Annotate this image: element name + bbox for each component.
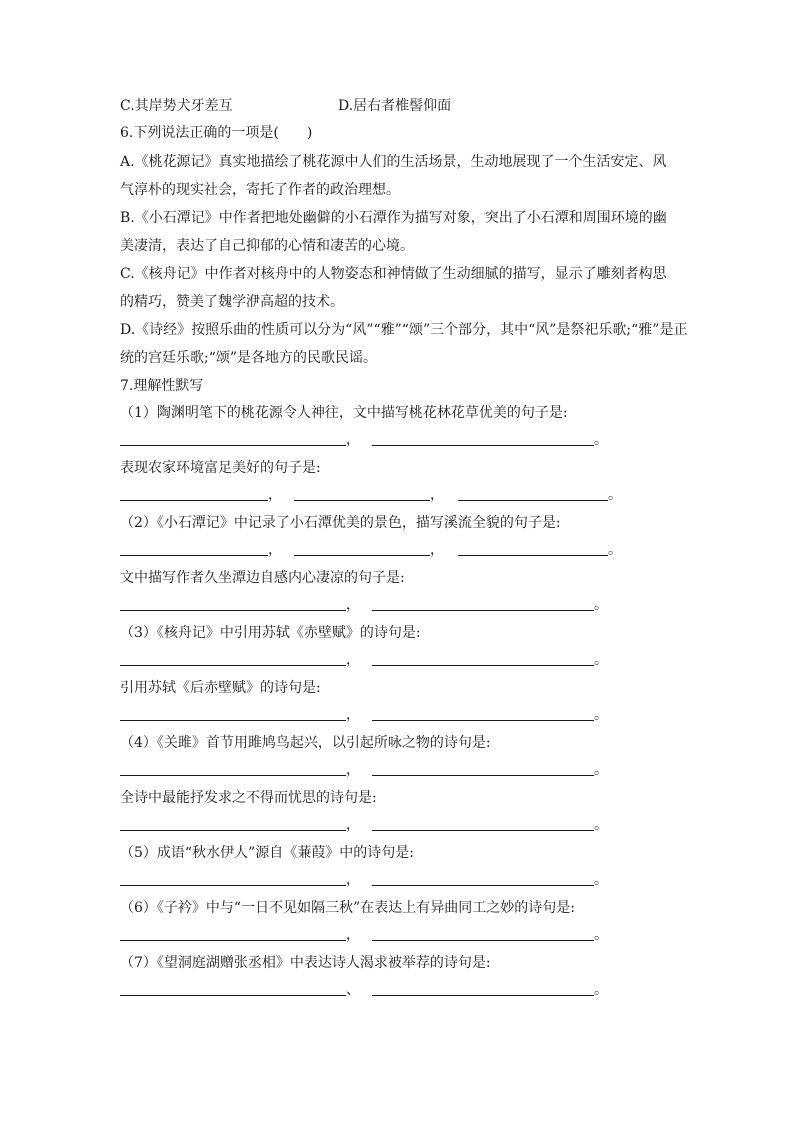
separator-period: 。	[608, 487, 622, 503]
q7-1-prompt: （1）陶渊明笔下的桃花源令人神往，文中描写桃花林花草优美的句子是:	[120, 405, 568, 421]
q7-7-prompt: （7）《望洞庭湖赠张丞相》中表达诗人渴求被举荐的诗句是:	[120, 955, 491, 971]
q6-option-c-line1: C.《核舟记》中作者对核舟中的人物姿态和神情做了生动细腻的描写，显示了雕刻者构思	[120, 266, 667, 282]
separator-period: 。	[594, 982, 608, 998]
q6-option-b-line1: B.《小石潭记》中作者把地处幽僻的小石潭作为描写对象，突出了小石潭和周围环境的幽	[120, 210, 667, 226]
q7-2-prompt-b: 文中描写作者久坐潭边自感内心凄凉的句子是:	[120, 570, 405, 586]
answer-blank[interactable]	[372, 940, 594, 941]
answer-blank[interactable]	[120, 445, 346, 446]
separator-period: 。	[594, 432, 608, 448]
separator-comma: ，	[268, 542, 282, 558]
separator-comma: ，	[346, 597, 360, 613]
separator-comma: ，	[346, 432, 360, 448]
answer-blank[interactable]	[120, 665, 346, 666]
separator-period: 。	[594, 817, 608, 833]
q7-5-prompt: （5）成语“秋水伊人”源自《蒹葭》中的诗句是:	[120, 845, 414, 861]
answer-blank[interactable]	[120, 775, 346, 776]
q5-option-c: C.其岸势犬牙差互	[120, 98, 233, 114]
q6-option-d-line1: D.《诗经》按照乐曲的性质可以分为“风”“雅”“颂”三个部分，其中“风”是祭祀乐歌;“雅”是正	[120, 322, 688, 338]
q7-4b-answer-row	[120, 813, 640, 835]
q6-option-a-line1: A.《桃花源记》真实地描绘了桃花源中人们的生活场景，生动地展现了一个生活安定、风	[120, 154, 667, 170]
q7-7-answer-row	[120, 978, 640, 1000]
q7-1b-answer-row	[120, 483, 640, 505]
q7-2b-answer-row	[120, 593, 640, 615]
answer-blank[interactable]	[372, 885, 594, 886]
answer-blank[interactable]	[120, 720, 346, 721]
separator-comma: ，	[346, 762, 360, 778]
separator-period: 。	[594, 707, 608, 723]
q7-3-answer-row	[120, 648, 640, 670]
separator-period: 。	[594, 927, 608, 943]
separator-period: 。	[608, 542, 622, 558]
answer-blank[interactable]	[120, 610, 346, 611]
answer-blank[interactable]	[458, 555, 608, 556]
q6-option-d-line2: 统的宫廷乐歌;“颂”是各地方的民歌民谣。	[120, 350, 378, 366]
answer-blank[interactable]	[294, 500, 430, 501]
answer-blank[interactable]	[372, 610, 594, 611]
answer-blank[interactable]	[120, 995, 346, 996]
q7-5-answer-row	[120, 868, 640, 890]
separator-comma: ，	[430, 487, 444, 503]
q7-1-answer-row	[120, 428, 640, 450]
q7-2-answer-row	[120, 538, 640, 560]
q7-3-prompt: （3）《核舟记》中引用苏轼《赤壁赋》的诗句是:	[120, 625, 421, 641]
separator-comma: ，	[346, 927, 360, 943]
answer-blank[interactable]	[372, 775, 594, 776]
separator-comma: ，	[430, 542, 444, 558]
separator-dun: 、	[346, 982, 360, 998]
answer-blank[interactable]	[372, 830, 594, 831]
q6-option-c-line2: 的精巧，赞美了魏学洢高超的技术。	[120, 294, 344, 310]
q7-2-prompt: （2）《小石潭记》中记录了小石潭优美的景色，描写溪流全貌的句子是:	[120, 515, 561, 531]
answer-blank[interactable]	[120, 500, 268, 501]
q6-stem: 6.下列说法正确的一项是( )	[120, 125, 313, 141]
answer-blank[interactable]	[120, 555, 268, 556]
q7-4-prompt: （4）《关雎》首节用雎鸠鸟起兴，以引起所咏之物的诗句是:	[120, 735, 491, 751]
answer-blank[interactable]	[372, 720, 594, 721]
answer-blank[interactable]	[294, 555, 430, 556]
answer-blank[interactable]	[458, 500, 608, 501]
q5-options-row	[120, 96, 680, 116]
answer-blank[interactable]	[120, 940, 346, 941]
q5-option-d: D.居右者椎髻仰面	[338, 98, 452, 114]
answer-blank[interactable]	[120, 885, 346, 886]
q7-4-prompt-b: 全诗中最能抒发求之不得而忧思的诗句是:	[120, 790, 377, 806]
q6-option-a-line2: 气淳朴的现实社会，寄托了作者的政治理想。	[120, 182, 400, 198]
q7-1-prompt-b: 表现农家环境富足美好的句子是:	[120, 460, 321, 476]
answer-blank[interactable]	[372, 665, 594, 666]
separator-comma: ，	[346, 707, 360, 723]
answer-blank[interactable]	[120, 830, 346, 831]
separator-period: 。	[594, 597, 608, 613]
q7-4-answer-row	[120, 758, 640, 780]
separator-comma: ，	[268, 487, 282, 503]
q7-6-prompt: （6）《子衿》中与“一日不见如隔三秋”在表达上有异曲同工之妙的诗句是:	[120, 900, 575, 916]
q7-6-answer-row	[120, 923, 640, 945]
answer-blank[interactable]	[372, 995, 594, 996]
separator-comma: ，	[346, 817, 360, 833]
separator-period: 。	[594, 872, 608, 888]
separator-period: 。	[594, 652, 608, 668]
q7-3b-answer-row	[120, 703, 640, 725]
separator-period: 。	[594, 762, 608, 778]
q7-3-prompt-b: 引用苏轼《后赤壁赋》的诗句是:	[120, 680, 321, 696]
separator-comma: ，	[346, 652, 360, 668]
separator-comma: ，	[346, 872, 360, 888]
q6-option-b-line2: 美凄清，表达了自己抑郁的心情和凄苦的心境。	[120, 238, 414, 254]
q7-title: 7.理解性默写	[120, 378, 204, 394]
answer-blank[interactable]	[372, 445, 594, 446]
